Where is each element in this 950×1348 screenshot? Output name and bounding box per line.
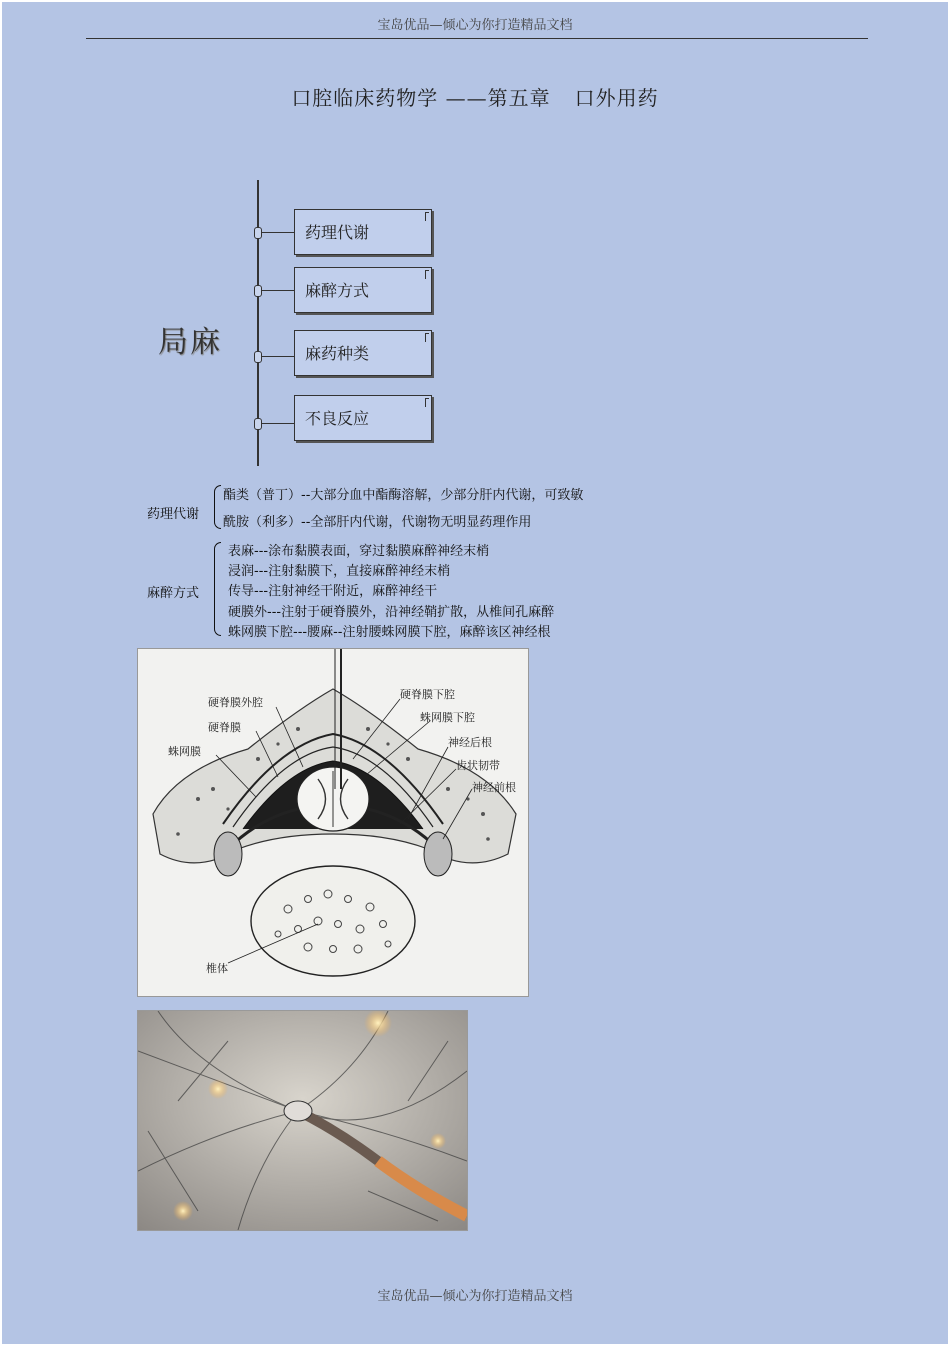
- pharmacology-line: 酰胺（利多）--全部肝内代谢，代谢物无明显药理作用: [223, 515, 532, 530]
- mindmap-connector: [259, 356, 295, 357]
- label-subdural-space: 硬脊膜下腔: [400, 688, 455, 701]
- label-posterior-root: 神经后根: [448, 736, 492, 749]
- methods-brace: [214, 542, 221, 636]
- mindmap-branch-adverse: [294, 395, 432, 441]
- method-line: 硬膜外---注射于硬脊膜外，沿神经鞘扩散，从椎间孔麻醉: [228, 605, 555, 620]
- mindmap-connector: [259, 423, 295, 424]
- label-subarachnoid-space: 蛛网膜下腔: [420, 711, 475, 724]
- method-line: 表麻---涂布黏膜表面，穿过黏膜麻醉神经末梢: [228, 544, 490, 559]
- mindmap-branch-methods: [294, 267, 432, 313]
- mindmap-node-dot: [254, 418, 262, 430]
- mindmap-node-dot: [254, 285, 262, 297]
- label-epidural-space: 硬脊膜外腔: [208, 696, 263, 709]
- page-footer: 宝岛优品—倾心为你打造精品文档: [377, 1289, 573, 1304]
- mindmap-branch-drug-types: [294, 330, 432, 376]
- mindmap-node-dot: [254, 227, 262, 239]
- title-sub: 口外用药: [574, 86, 659, 110]
- mindmap-connector: [259, 232, 295, 233]
- label-dura: 硬脊膜: [208, 721, 241, 734]
- method-line: 浸润---注射黏膜下，直接麻醉神经末梢: [228, 564, 451, 579]
- spinal-anatomy-figure: [137, 648, 529, 997]
- mindmap-connector: [259, 290, 295, 291]
- label-anterior-root: 神经前根: [472, 781, 516, 794]
- mindmap-branch-pharmacology: [294, 209, 432, 255]
- pharmacology-label: 药理代谢: [147, 507, 200, 522]
- document-page: [2, 2, 948, 1344]
- branch-label: 不良反应: [305, 409, 370, 428]
- method-line: 传导---注射神经干附近，麻醉神经干: [228, 584, 438, 599]
- label-vertebral-body: 椎体: [206, 962, 228, 975]
- methods-label: 麻醉方式: [147, 586, 200, 601]
- branch-label: 麻醉方式: [305, 281, 370, 300]
- title-main: 口腔临床药物学 ——第五章: [291, 86, 551, 110]
- branch-label: 麻药种类: [305, 344, 370, 363]
- label-denticulate-ligament: 齿状韧带: [456, 759, 500, 772]
- pharmacology-brace: [214, 485, 221, 529]
- label-arachnoid: 蛛网膜: [168, 745, 201, 758]
- page-header: 宝岛优品—倾心为你打造精品文档: [377, 18, 573, 33]
- branch-label: 药理代谢: [305, 223, 370, 242]
- pharmacology-line: 酯类（普丁）--大部分血中酯酶溶解，少部分肝内代谢，可致敏: [223, 488, 584, 503]
- page-title: [2, 82, 948, 111]
- method-line: 蛛网膜下腔---腰麻--注射腰蛛网膜下腔，麻醉该区神经根: [228, 625, 551, 640]
- mindmap-node-dot: [254, 351, 262, 363]
- mindmap-root: 局麻: [158, 325, 222, 360]
- header-divider: [86, 38, 868, 39]
- neuron-illustration: [137, 1010, 468, 1231]
